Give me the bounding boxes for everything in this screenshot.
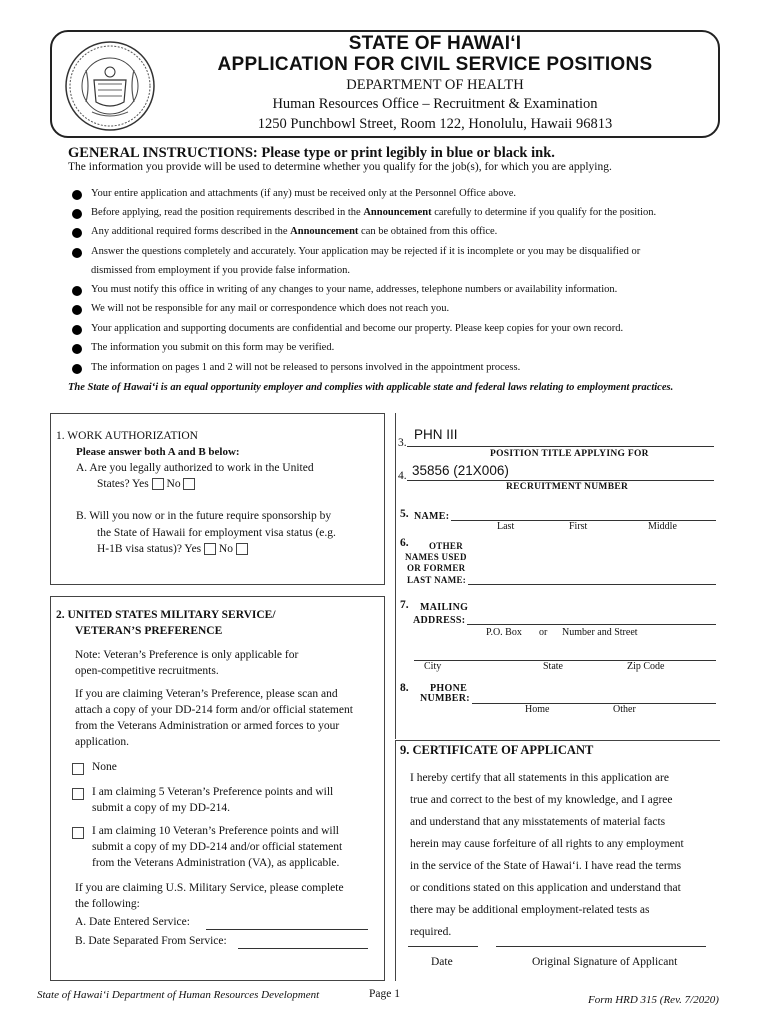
bullet-icon xyxy=(72,286,82,296)
work-auth-no-checkbox[interactable] xyxy=(183,478,195,490)
bullet-icon xyxy=(72,325,82,335)
instructions-intro: The information you provide will be used to determine whether you qualify for the job(s), for which you are applying. xyxy=(68,161,612,173)
office-address: 1250 Punchbowl Street, Room 122, Honolulu, Hawaii 96813 xyxy=(257,116,613,132)
department-name: DEPARTMENT OF HEALTH xyxy=(346,77,524,93)
section2-title-2: VETERAN’S PREFERENCE xyxy=(75,625,223,637)
certificate-text: true and correct to the best of my knowledge, and I agree xyxy=(410,794,673,806)
recruitment-number-line xyxy=(407,480,714,481)
phone-other-label: Other xyxy=(613,704,636,715)
veteran-instructions: If you are claiming Veteran’s Preference, please scan and xyxy=(75,688,338,700)
certificate-text: I hereby certify that all statements in this application are xyxy=(410,772,669,784)
office-name: Human Resources Office – Recruitment & Examination xyxy=(272,96,598,112)
field-7-number: 7. xyxy=(400,599,409,611)
instruction-bullet: Answer the questions completely and accurately. Your application may be rejected if it is incomplete or you may be disqualified or xyxy=(72,246,640,258)
veteran-5-points-label: I am claiming 5 Veteran’s Preference points and will xyxy=(92,786,334,798)
certificate-text: and understand that any misstatements of material facts xyxy=(410,816,666,828)
recruitment-number-label: RECRUITMENT NUMBER xyxy=(506,482,629,492)
veteran-10-points-label-3: from the Veterans Administration (VA), as applicable. xyxy=(92,857,340,869)
work-auth-yes-checkbox[interactable] xyxy=(152,478,164,490)
veteran-10-points-label: I am claiming 10 Veteran’s Preference points and will xyxy=(92,825,339,837)
instruction-bullet: We will not be responsible for any mail or correspondence which does not reach you. xyxy=(72,303,449,315)
bullet-icon xyxy=(72,364,82,374)
certificate-text: in the service of the State of Hawai‘i. I have read the terms xyxy=(410,860,682,872)
state-seal-icon xyxy=(64,40,156,132)
signature-date-field[interactable] xyxy=(408,946,478,947)
certificate-text: herein may cause forfeiture of all rights to any employment xyxy=(410,838,684,850)
question-b-row: H-1B visa status)? Yes No xyxy=(97,543,248,555)
instruction-bullet: Your entire application and attachments (if any) must be received only at the Personnel Office above. xyxy=(72,188,516,200)
name-last-label: Last xyxy=(497,521,515,532)
section1-instruction: Please answer both A and B below: xyxy=(76,446,240,458)
field-3-number: 3. xyxy=(398,437,407,449)
instructions-heading: GENERAL INSTRUCTIONS: Please type or print legibly in blue or black ink. xyxy=(68,145,555,161)
or-label: or xyxy=(539,627,548,638)
question-a-row: States? Yes No xyxy=(97,478,195,490)
phone-label-2: NUMBER: xyxy=(420,693,470,704)
date-separated-field[interactable] xyxy=(238,948,368,949)
bullet-icon xyxy=(72,248,82,258)
section2-title: 2. UNITED STATES MILITARY SERVICE/ xyxy=(56,609,276,621)
phone-label: PHONE xyxy=(430,683,468,694)
veteran-instructions-4: application. xyxy=(75,736,129,748)
phone-field[interactable] xyxy=(472,703,716,704)
form-number: Form HRD 315 (Rev. 7/2020) xyxy=(588,994,719,1006)
footer-agency: State of Hawai‘i Department of Human Resources Development xyxy=(37,989,320,1001)
veteran-note-2: open-competitive recruitments. xyxy=(75,665,219,677)
veteran-5-points-label-2: submit a copy of my DD-214. xyxy=(92,802,230,814)
certificate-text: required. xyxy=(410,926,452,938)
name-first-label: First xyxy=(569,521,588,532)
city-label: City xyxy=(424,661,442,672)
field-4-number: 4. xyxy=(398,470,407,482)
veteran-5-points-checkbox[interactable] xyxy=(72,788,84,800)
signature-field[interactable] xyxy=(496,946,706,947)
military-instructions: If you are claiming U.S. Military Service, please complete xyxy=(75,882,344,894)
question-a-text: A. Are you legally authorized to work in the United xyxy=(76,462,314,474)
instruction-bullet: Your application and supporting documents are confidential and become our property. Please keep copies for your own record. xyxy=(72,323,623,335)
eeo-statement: The State of Hawai‘i is an equal opportunity employer and complies with applicable state and federal laws relating to employment practices. xyxy=(68,382,674,393)
bullet-icon xyxy=(72,209,82,219)
section1-title: 1. WORK AUTHORIZATION xyxy=(56,430,198,442)
question-b-text: B. Will you now or in the future require sponsorship by xyxy=(76,510,332,522)
other-names-label-2: NAMES USED xyxy=(405,552,467,562)
position-title-line xyxy=(407,446,714,447)
veteran-instructions-2: attach a copy of your DD-214 form and/or official statement xyxy=(75,704,353,716)
sponsorship-yes-checkbox[interactable] xyxy=(204,543,216,555)
other-names-label: OTHER xyxy=(429,541,464,551)
sponsorship-no-checkbox[interactable] xyxy=(236,543,248,555)
signature-date-label: Date xyxy=(431,956,453,968)
form-state-title: STATE OF HAWAI‘I xyxy=(348,33,522,54)
page-number: Page 1 xyxy=(369,988,400,1000)
other-names-label-3: OR FORMER xyxy=(407,563,466,573)
other-names-field[interactable] xyxy=(468,584,716,585)
veteran-10-points-checkbox[interactable] xyxy=(72,827,84,839)
veteran-10-points-label-2: submit a copy of my DD-214 and/or official statement xyxy=(92,841,343,853)
field-5-number: 5. xyxy=(400,508,409,520)
recruitment-number-value[interactable]: 35856 (21X006) xyxy=(412,463,509,478)
bullet-icon xyxy=(72,228,82,238)
instruction-bullet: The information on pages 1 and 2 will not be released to persons involved in the appointment process. xyxy=(72,362,520,374)
name-label: NAME: xyxy=(414,511,450,522)
certificate-title: 9. CERTIFICATE OF APPLICANT xyxy=(400,743,594,757)
pobox-label: P.O. Box xyxy=(486,627,522,638)
instruction-bullet: The information you submit on this form may be verified. xyxy=(72,342,334,354)
veteran-instructions-3: from the Veterans Administration or armed forces to your xyxy=(75,720,340,732)
mailing-address-label-2: ADDRESS: xyxy=(413,615,466,626)
state-label: State xyxy=(543,661,563,672)
date-entered-label: A. Date Entered Service: xyxy=(75,916,190,928)
instruction-bullet: Before applying, read the position requirements described in the Announcement carefully to determine if you qualify for the position. xyxy=(72,207,656,219)
instruction-bullet: Any additional required forms described in the Announcement can be obtained from this office. xyxy=(72,226,497,238)
military-instructions-2: the following: xyxy=(75,898,140,910)
other-names-label-4: LAST NAME: xyxy=(407,575,467,585)
field-6-number: 6. xyxy=(400,537,409,549)
instruction-bullet: You must notify this office in writing of any changes to your name, addresses, telephone numbers or availability information. xyxy=(72,284,617,296)
name-middle-label: Middle xyxy=(648,521,677,532)
mailing-address-label: MAILING xyxy=(420,602,469,613)
mailing-street-field[interactable] xyxy=(467,624,716,625)
instruction-continuation: dismissed from employment if you provide false information. xyxy=(91,265,350,276)
veteran-none-checkbox[interactable] xyxy=(72,763,84,775)
certificate-text: or conditions stated on this application and understand that xyxy=(410,882,681,894)
signature-label: Original Signature of Applicant xyxy=(532,956,678,968)
zip-label: Zip Code xyxy=(627,661,665,672)
certificate-text: there may be additional employment-related tests as xyxy=(410,904,650,916)
date-entered-field[interactable] xyxy=(206,929,368,930)
bullet-icon xyxy=(72,305,82,315)
form-title: APPLICATION FOR CIVIL SERVICE POSITIONS xyxy=(217,54,653,75)
street-label: Number and Street xyxy=(562,627,638,638)
question-b-text-2: the State of Hawaii for employment visa status (e.g. xyxy=(97,527,336,539)
veteran-none-label: None xyxy=(92,761,117,773)
position-title-value[interactable]: PHN III xyxy=(414,427,458,442)
bullet-icon xyxy=(72,190,82,200)
mailing-city-field[interactable] xyxy=(414,660,716,661)
veteran-note: Note: Veteran’s Preference is only applicable for xyxy=(75,649,299,661)
field-8-number: 8. xyxy=(400,682,409,694)
position-title-label: POSITION TITLE APPLYING FOR xyxy=(490,449,649,459)
bullet-icon xyxy=(72,344,82,354)
date-separated-label: B. Date Separated From Service: xyxy=(75,935,227,947)
phone-home-label: Home xyxy=(525,704,550,715)
